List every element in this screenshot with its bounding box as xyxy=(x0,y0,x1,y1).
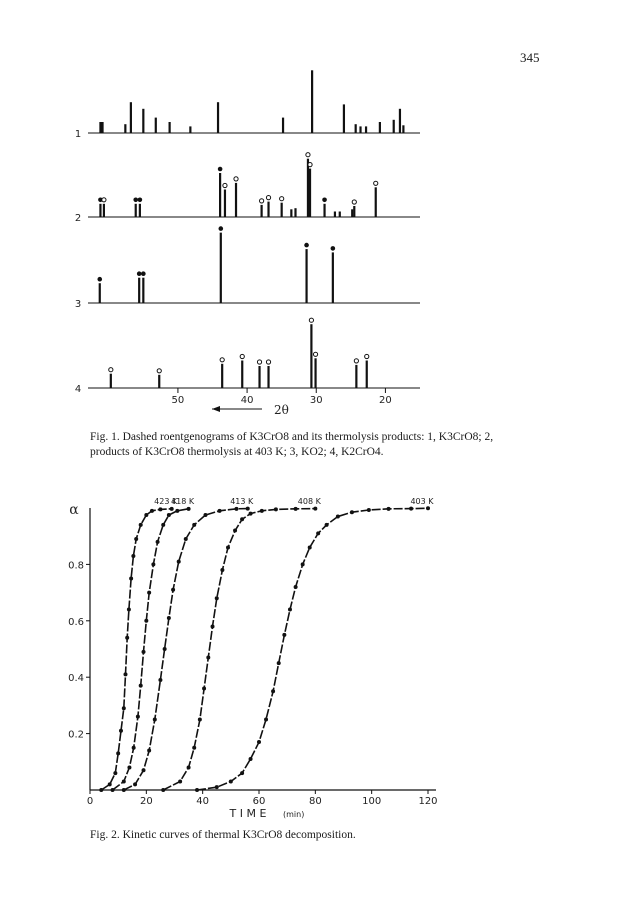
filled-marker xyxy=(322,198,327,203)
data-point xyxy=(367,508,371,512)
open-marker xyxy=(266,360,270,364)
data-point xyxy=(271,689,275,693)
data-point xyxy=(350,510,354,514)
data-point xyxy=(282,633,286,637)
curve-423-K xyxy=(101,509,171,790)
x-axis-label: T I M E xyxy=(229,807,267,820)
figure1-caption-text: Fig. 1. Dashed roentgenograms of K3CrO8 and its thermolysis products: 1, K3CrO8; 2, products of K3CrO8 thermolysis at 403 K; 3, KO2; 4, K2CrO4. xyxy=(90,431,494,458)
data-point xyxy=(119,729,123,733)
curve-408-K xyxy=(163,509,315,790)
data-point xyxy=(134,537,138,541)
data-point xyxy=(203,513,207,517)
data-point xyxy=(122,788,126,792)
filled-marker xyxy=(137,271,142,276)
x-tick-label: 60 xyxy=(252,796,266,807)
data-point xyxy=(211,624,215,628)
data-point xyxy=(129,577,133,581)
axis-tick-label: 50 xyxy=(171,395,185,406)
curve-413-K xyxy=(124,509,248,790)
data-point xyxy=(144,619,148,623)
open-marker xyxy=(223,183,227,187)
data-point xyxy=(113,771,117,775)
series-label-413-K: 413 K xyxy=(230,497,254,506)
filled-marker xyxy=(97,277,102,282)
data-point xyxy=(127,608,131,612)
data-point xyxy=(177,560,181,564)
open-marker xyxy=(234,177,238,181)
data-point xyxy=(274,507,278,511)
data-point xyxy=(122,706,126,710)
data-point xyxy=(123,672,127,676)
data-point xyxy=(240,517,244,521)
filled-marker xyxy=(218,167,223,172)
axis-tick-label: 40 xyxy=(240,395,254,406)
data-point xyxy=(226,545,230,549)
data-point xyxy=(158,507,162,511)
data-point xyxy=(294,507,298,511)
data-point xyxy=(167,513,171,517)
data-point xyxy=(127,765,131,769)
y-tick-label: 0.8 xyxy=(68,560,84,572)
x-tick-label: 0 xyxy=(86,796,94,807)
open-marker xyxy=(257,360,261,364)
y-tick-label: 0.4 xyxy=(68,673,84,685)
data-point xyxy=(171,588,175,592)
figure1-caption xyxy=(90,430,530,460)
data-point xyxy=(264,718,268,722)
page-number: 345 xyxy=(520,50,540,65)
data-point xyxy=(116,751,120,755)
open-marker xyxy=(220,358,224,362)
data-point xyxy=(215,596,219,600)
x-tick-label: 100 xyxy=(362,796,382,807)
data-point xyxy=(192,746,196,750)
y-axis-label: α xyxy=(69,502,79,518)
open-marker xyxy=(109,368,113,372)
filled-marker xyxy=(141,271,146,276)
open-marker xyxy=(306,153,310,157)
data-point xyxy=(144,513,148,517)
y-tick-label: 0.6 xyxy=(68,616,84,628)
data-point xyxy=(313,507,317,511)
data-point xyxy=(316,531,320,535)
x-tick-label: 80 xyxy=(308,796,322,807)
series-label-403-K: 403 K xyxy=(410,497,434,506)
data-point xyxy=(301,562,305,566)
data-point xyxy=(426,506,430,510)
data-point xyxy=(234,507,238,511)
open-marker xyxy=(308,163,312,167)
data-point xyxy=(260,509,264,513)
data-point xyxy=(387,507,391,511)
figure2-caption-text: Fig. 2. Kinetic curves of thermal K3CrO8 decomposition. xyxy=(90,829,356,841)
data-point xyxy=(336,514,340,518)
data-point xyxy=(170,507,174,511)
open-marker xyxy=(352,200,356,204)
data-point xyxy=(294,585,298,589)
open-marker xyxy=(374,181,378,185)
series-label-408-K: 408 K xyxy=(297,497,321,506)
data-point xyxy=(153,718,157,722)
data-point xyxy=(220,568,224,572)
figure2-caption xyxy=(90,828,530,843)
data-point xyxy=(150,509,154,513)
data-point xyxy=(132,746,136,750)
data-point xyxy=(249,512,253,516)
data-point xyxy=(308,545,312,549)
data-point xyxy=(111,788,115,792)
x-tick-label: 40 xyxy=(196,796,210,807)
data-point xyxy=(163,647,167,651)
data-point xyxy=(409,507,413,511)
filled-marker xyxy=(304,243,309,248)
data-point xyxy=(187,765,191,769)
data-point xyxy=(233,529,237,533)
open-marker xyxy=(266,196,270,200)
data-point xyxy=(133,782,137,786)
data-point xyxy=(122,780,126,784)
axis-tick-label: 20 xyxy=(379,395,392,406)
data-point xyxy=(147,591,151,595)
data-point xyxy=(198,718,202,722)
data-point xyxy=(229,780,233,784)
axis-label-2theta: 2θ xyxy=(274,403,289,417)
series-label-423-K: 423 K xyxy=(154,497,178,506)
data-point xyxy=(139,523,143,527)
data-point xyxy=(125,636,129,640)
x-tick-label: 20 xyxy=(139,796,153,807)
open-marker xyxy=(240,354,244,358)
x-tick-label: 120 xyxy=(418,796,438,807)
filled-marker xyxy=(133,198,138,203)
data-point xyxy=(218,509,222,513)
open-marker xyxy=(260,199,264,203)
data-point xyxy=(167,616,171,620)
data-point xyxy=(161,788,165,792)
data-point xyxy=(99,788,103,792)
open-marker xyxy=(102,198,106,202)
data-point xyxy=(192,523,196,527)
pattern-label-2: 2 xyxy=(74,213,82,224)
data-point xyxy=(202,686,206,690)
open-marker xyxy=(354,359,358,363)
filled-marker xyxy=(219,226,224,231)
data-point xyxy=(136,715,140,719)
series-label-418-K: 418 K xyxy=(171,497,195,506)
data-point xyxy=(249,757,253,761)
data-point xyxy=(156,540,160,544)
data-point xyxy=(325,523,329,527)
pattern-label-4: 4 xyxy=(74,384,82,395)
data-point xyxy=(215,785,219,789)
data-point xyxy=(158,678,162,682)
data-point xyxy=(178,780,182,784)
open-marker xyxy=(280,197,284,201)
data-point xyxy=(108,782,112,786)
arrow-head xyxy=(212,406,220,412)
data-point xyxy=(151,562,155,566)
data-point xyxy=(246,507,250,511)
data-point xyxy=(277,661,281,665)
data-point xyxy=(206,655,210,659)
open-marker xyxy=(157,369,161,373)
x-axis-unit: (min) xyxy=(283,810,305,819)
data-point xyxy=(288,608,292,612)
data-point xyxy=(195,788,199,792)
curve-403-K xyxy=(197,508,428,790)
pattern-label-1: 1 xyxy=(74,129,82,140)
data-point xyxy=(142,768,146,772)
curve-418-K xyxy=(113,509,189,790)
open-marker xyxy=(313,352,317,356)
axis-tick-label: 30 xyxy=(309,395,323,406)
data-point xyxy=(142,650,146,654)
data-point xyxy=(187,507,191,511)
open-marker xyxy=(309,318,313,322)
data-point xyxy=(131,554,135,558)
data-point xyxy=(139,684,143,688)
filled-marker xyxy=(331,246,336,251)
data-point xyxy=(257,740,261,744)
data-point xyxy=(161,523,165,527)
y-tick-label: 0.2 xyxy=(68,729,84,741)
data-point xyxy=(240,771,244,775)
data-point xyxy=(184,537,188,541)
filled-marker xyxy=(138,198,143,203)
data-point xyxy=(147,749,151,753)
open-marker xyxy=(365,354,369,358)
data-point xyxy=(175,509,179,513)
pattern-label-3: 3 xyxy=(74,299,82,310)
